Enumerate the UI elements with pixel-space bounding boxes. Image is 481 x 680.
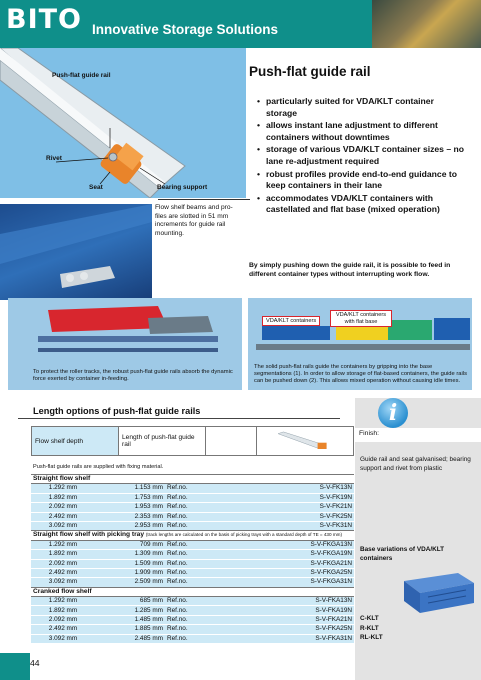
label-vda-klt: VDA/KLT containers xyxy=(262,316,320,326)
table-row: 1.292 mm 685 mm Ref.no. S-V-FKA13N xyxy=(31,597,354,606)
label-guide-rail: Push-flat guide rail xyxy=(52,72,111,79)
length-note: Push-flat guide rails are supplied with fixing material. xyxy=(33,464,164,470)
rail-icon xyxy=(260,429,350,451)
feature-item: • allows instant lane adjustment to different containers without downtimes xyxy=(257,120,438,142)
table-row: 1.892 mm 1.309 mm Ref.no. S-V-FKGA19N xyxy=(31,550,354,559)
feature-list xyxy=(257,96,467,217)
table-row: 2.092 mm 1.485 mm Ref.no. S-V-FKA21N xyxy=(31,615,354,624)
table-row: 1.292 mm 1.153 mm Ref.no. S-V-FK13N xyxy=(31,484,354,493)
section-rule xyxy=(18,418,340,419)
klt-container-image xyxy=(400,567,476,615)
info-icon: i xyxy=(378,398,408,428)
table-row: 2.492 mm 1.909 mm Ref.no. S-V-FKGA25N xyxy=(31,568,354,577)
beam-mounting-photo xyxy=(0,204,152,300)
base-variations-title: Base variations of VDA/KLT containers xyxy=(360,546,445,562)
bullet-mark: • xyxy=(257,144,261,155)
table-row: 1.892 mm 1.285 mm Ref.no. S-V-FKA19N xyxy=(31,606,354,615)
base-variation-item: RL-KLT xyxy=(360,634,383,642)
feature-item: • particularly suited for VDA/KLT container storage xyxy=(257,96,434,118)
table-row: 2.492 mm 2.353 mm Ref.no. S-V-FK25N xyxy=(31,512,354,521)
table-row: 2.092 mm 1.953 mm Ref.no. S-V-FK21N xyxy=(31,503,354,512)
mixed-operation-drawing xyxy=(248,298,472,358)
label-rivet: Rivet xyxy=(46,155,62,162)
roller-track-drawing xyxy=(8,298,242,360)
page-number: 44 xyxy=(30,658,40,668)
base-variation-item: C-KLT xyxy=(360,615,379,622)
table-row: 2.092 mm 1.509 mm Ref.no. S-V-FKGA21N xyxy=(31,559,354,568)
divider xyxy=(158,199,250,200)
header-rail-length: Length of push-flat guide rail xyxy=(119,427,206,456)
label-seat: Seat xyxy=(89,184,103,191)
header-photo xyxy=(372,0,481,48)
base-variation-item: R-KLT xyxy=(360,624,379,632)
feature-item: • storage of various VDA/KLT container sizes – no lane re-adjustment required xyxy=(257,144,465,166)
bullet-mark: • xyxy=(257,192,261,203)
table-row: 1.292 mm 709 mm Ref.no. S-V-FKGA13N xyxy=(31,540,354,549)
summary-text: By simply pushing down the guide rail, it is possible to feed in different container types without interrupting work flow. xyxy=(249,262,451,278)
page-title: Push-flat guide rail xyxy=(249,64,371,79)
brand-tagline: Innovative Storage Solutions xyxy=(92,22,279,37)
table-row: 3.092 mm 2.485 mm Ref.no. S-V-FKA31N xyxy=(31,634,354,643)
guide-rail-drawing xyxy=(0,48,246,198)
header-flow-shelf-depth: Flow shelf depth xyxy=(32,427,119,456)
feature-item: • accommodates VDA/KLT containers with castellated and flat base (mixed operation) xyxy=(257,192,440,215)
mixed-operation-caption: The solid push-flat rails guide the containers by gripping into the base segmentations (1). In order to allow storage of flat-based containers, the guide rails can be pushed down (2). This allows mixed operation without causing idle times. xyxy=(254,364,467,385)
length-table xyxy=(31,474,354,643)
brand-logo: BITO xyxy=(6,4,82,35)
table-row: 1.892 mm 1.753 mm Ref.no. S-V-FK19N xyxy=(31,493,354,502)
group-header: Straight flow shelf xyxy=(31,475,354,484)
section-title: Length options of push-flat guide rails xyxy=(33,406,201,416)
roller-track-caption: To protect the roller tracks, the robust push-flat guide rails absorb the dynamic force exerted by container in-feeding. xyxy=(33,369,233,383)
base-variation-list xyxy=(360,614,383,643)
label-bearing-support: Bearing support xyxy=(157,184,208,191)
page-number-bar xyxy=(0,653,30,680)
header-rail-image xyxy=(257,427,354,456)
feature-item: • robust profiles provide end-to-end guidance to keep containers in their lane xyxy=(257,168,457,191)
finish-text: Guide rail and seat galvanised; bearing support and rivet from plastic xyxy=(360,456,471,472)
beam-mounting-drawing xyxy=(0,204,152,300)
table-row: 3.092 mm 2.509 mm Ref.no. S-V-FKGA31N xyxy=(31,578,354,587)
guide-rail-illustration xyxy=(0,48,246,198)
finish-label: Finish: xyxy=(359,430,380,437)
crate-drawing xyxy=(400,567,476,615)
group-header: Cranked flow shelf xyxy=(31,587,354,596)
group-header: Straight flow shelf with picking tray (track lengths are calculated on the basis of picking trays with a standard depth of TE = 430 mm) xyxy=(31,531,354,540)
bullet-mark: • xyxy=(257,168,261,179)
bullet-mark: • xyxy=(257,120,261,131)
bullet-mark: • xyxy=(257,96,261,106)
label-vda-klt-flat: VDA/KLT containers with flat base xyxy=(330,310,392,327)
length-table-header xyxy=(31,426,354,456)
table-row: 2.492 mm 1.885 mm Ref.no. S-V-FKA25N xyxy=(31,625,354,634)
mounting-info-text: Flow shelf beams and pro-files are slotted in 51 mm increments for guide rail mounting. xyxy=(155,204,233,237)
table-row: 3.092 mm 2.953 mm Ref.no. S-V-FK31N xyxy=(31,521,354,530)
